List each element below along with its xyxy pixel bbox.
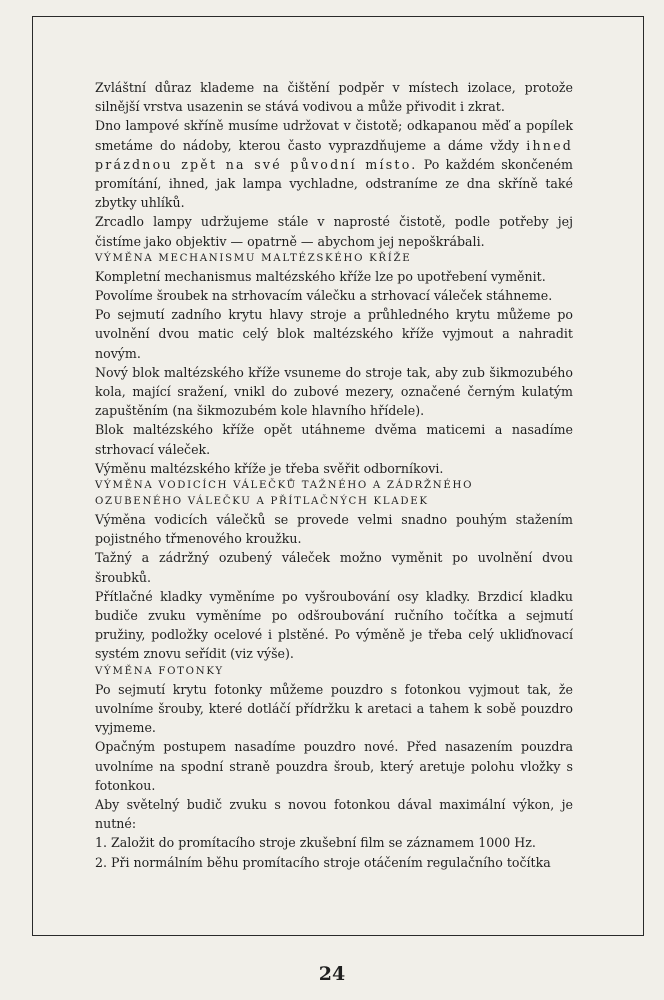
list-item-2: 2. Při normálním běhu promítacího stroje otáčením regulačního točítka [95,854,551,870]
section-heading-rollers-line-1: VÝMĚNA VODICÍCH VÁLEČKŮ TAŽNÉHO A ZÁDRŽNÉHO [95,480,474,492]
intro-paragraph-1: Zvláštní důraz klademe na čištění podpěr v místech izolace, protože silnější vrstva usazenin se stává vodivou a může přivodit i zkrat. [95,80,573,115]
intro-paragraph-2 [95,116,573,212]
section2-paragraph-1: Výměna vodicích válečků se provede velmi snadno pouhým stažením pojistného třmenového kroužku. [95,512,573,547]
section2-paragraph-3: Přítlačné kladky vyměníme po vyšroubování osy kladky. Brzdicí kladku budiče zvuku vyměníme po odšroubování ručního točítka a sejmutí pružiny, podložky ocelové i plstěné. Po výměně je třeba celý ukliďnovací systém znovu seřídit (viz výše). [95,588,573,662]
section1-paragraph-5: Blok maltézského kříže opět utáhneme dvěma maticemi a nasadíme strhovací váleček. [95,422,573,457]
intro-paragraph-2-start: Dno lampové skříně musíme udržovat v čistotě; odkapanou měď a popílek smetáme do nádoby, kterou často vyprazdňujeme a dáme vždy [95,118,573,153]
section1-paragraph-2: Povolíme šroubek na strhovacím válečku a strhovací váleček stáhneme. [95,288,553,304]
section1-paragraph-1: Kompletní mechanismus maltézského kříže lze po upotřebení vyměnit. [95,268,546,284]
section1-paragraph-6: Výměnu maltézského kříže je třeba svěřit odborníkovi. [95,460,444,476]
section3-paragraph-2: Opačným postupem nasadíme pouzdro nové. Před nasazením pouzdra uvolníme na spodní straně pouzdra šroub, který aretuje polohu vložky s fotonkou. [95,739,573,793]
intro-paragraph-2-end: Po každém skončeném promítání, ihned, jak lampa vychladne, odstraníme ze dna skříně také zbytky uhlíků. [95,156,573,211]
intro-paragraph-3: Zrcadlo lampy udržujeme stále v naprosté čistotě, podle potřeby jej čistíme jako objektiv — opatrně — abychom jej nepoškrábali. [95,214,573,249]
section-heading-rollers-line-2: OZUBENÉHO VÁLEČKU A PŘÍTLAČNÝCH KLADEK [95,496,429,508]
intro-paragraph-2-emphasis: ihned prázdnou zpět na své původní místo. [95,137,573,172]
section-heading-maltese-cross: VÝMĚNA MECHANISMU MALTÉZSKÉHO KŘÍŽE [95,252,412,264]
section1-paragraph-4: Nový blok maltézského kříže vsuneme do stroje tak, aby zub šikmozubého kola, mající sražení, vnikl do zubové mezery, označené černým kulatým zapuštěním (na šikmozubém kole hlavního hřídele). [95,364,573,419]
section3-paragraph-3: Aby světelný budič zvuku s novou fotonkou dával maximální výkon, je nutné: [95,796,573,832]
section1-paragraph-3: Po sejmutí zadního krytu hlavy stroje a průhledného krytu můžeme po uvolnění dvou matic celý blok maltézského kříže vyjmout a nahradit novým. [95,307,573,361]
list-item-1: 1. Založit do promítacího stroje zkušební film se záznamem 1000 Hz. [95,835,536,851]
section3-paragraph-1: Po sejmutí krytu fotonky můžeme pouzdro s fotonkou vyjmout tak, že uvolníme šrouby, které dotláčí přídržku k aretaci a tahem k sobě pouzdro vyjmeme. [95,681,573,736]
section2-paragraph-2: Tažný a zádržný ozubený váleček možno vyměnit po uvolnění dvou šroubků. [95,550,573,585]
page-content [95,78,573,872]
page-number: 24 [318,963,346,985]
section-heading-photocell: VÝMĚNA FOTONKY [95,665,224,677]
